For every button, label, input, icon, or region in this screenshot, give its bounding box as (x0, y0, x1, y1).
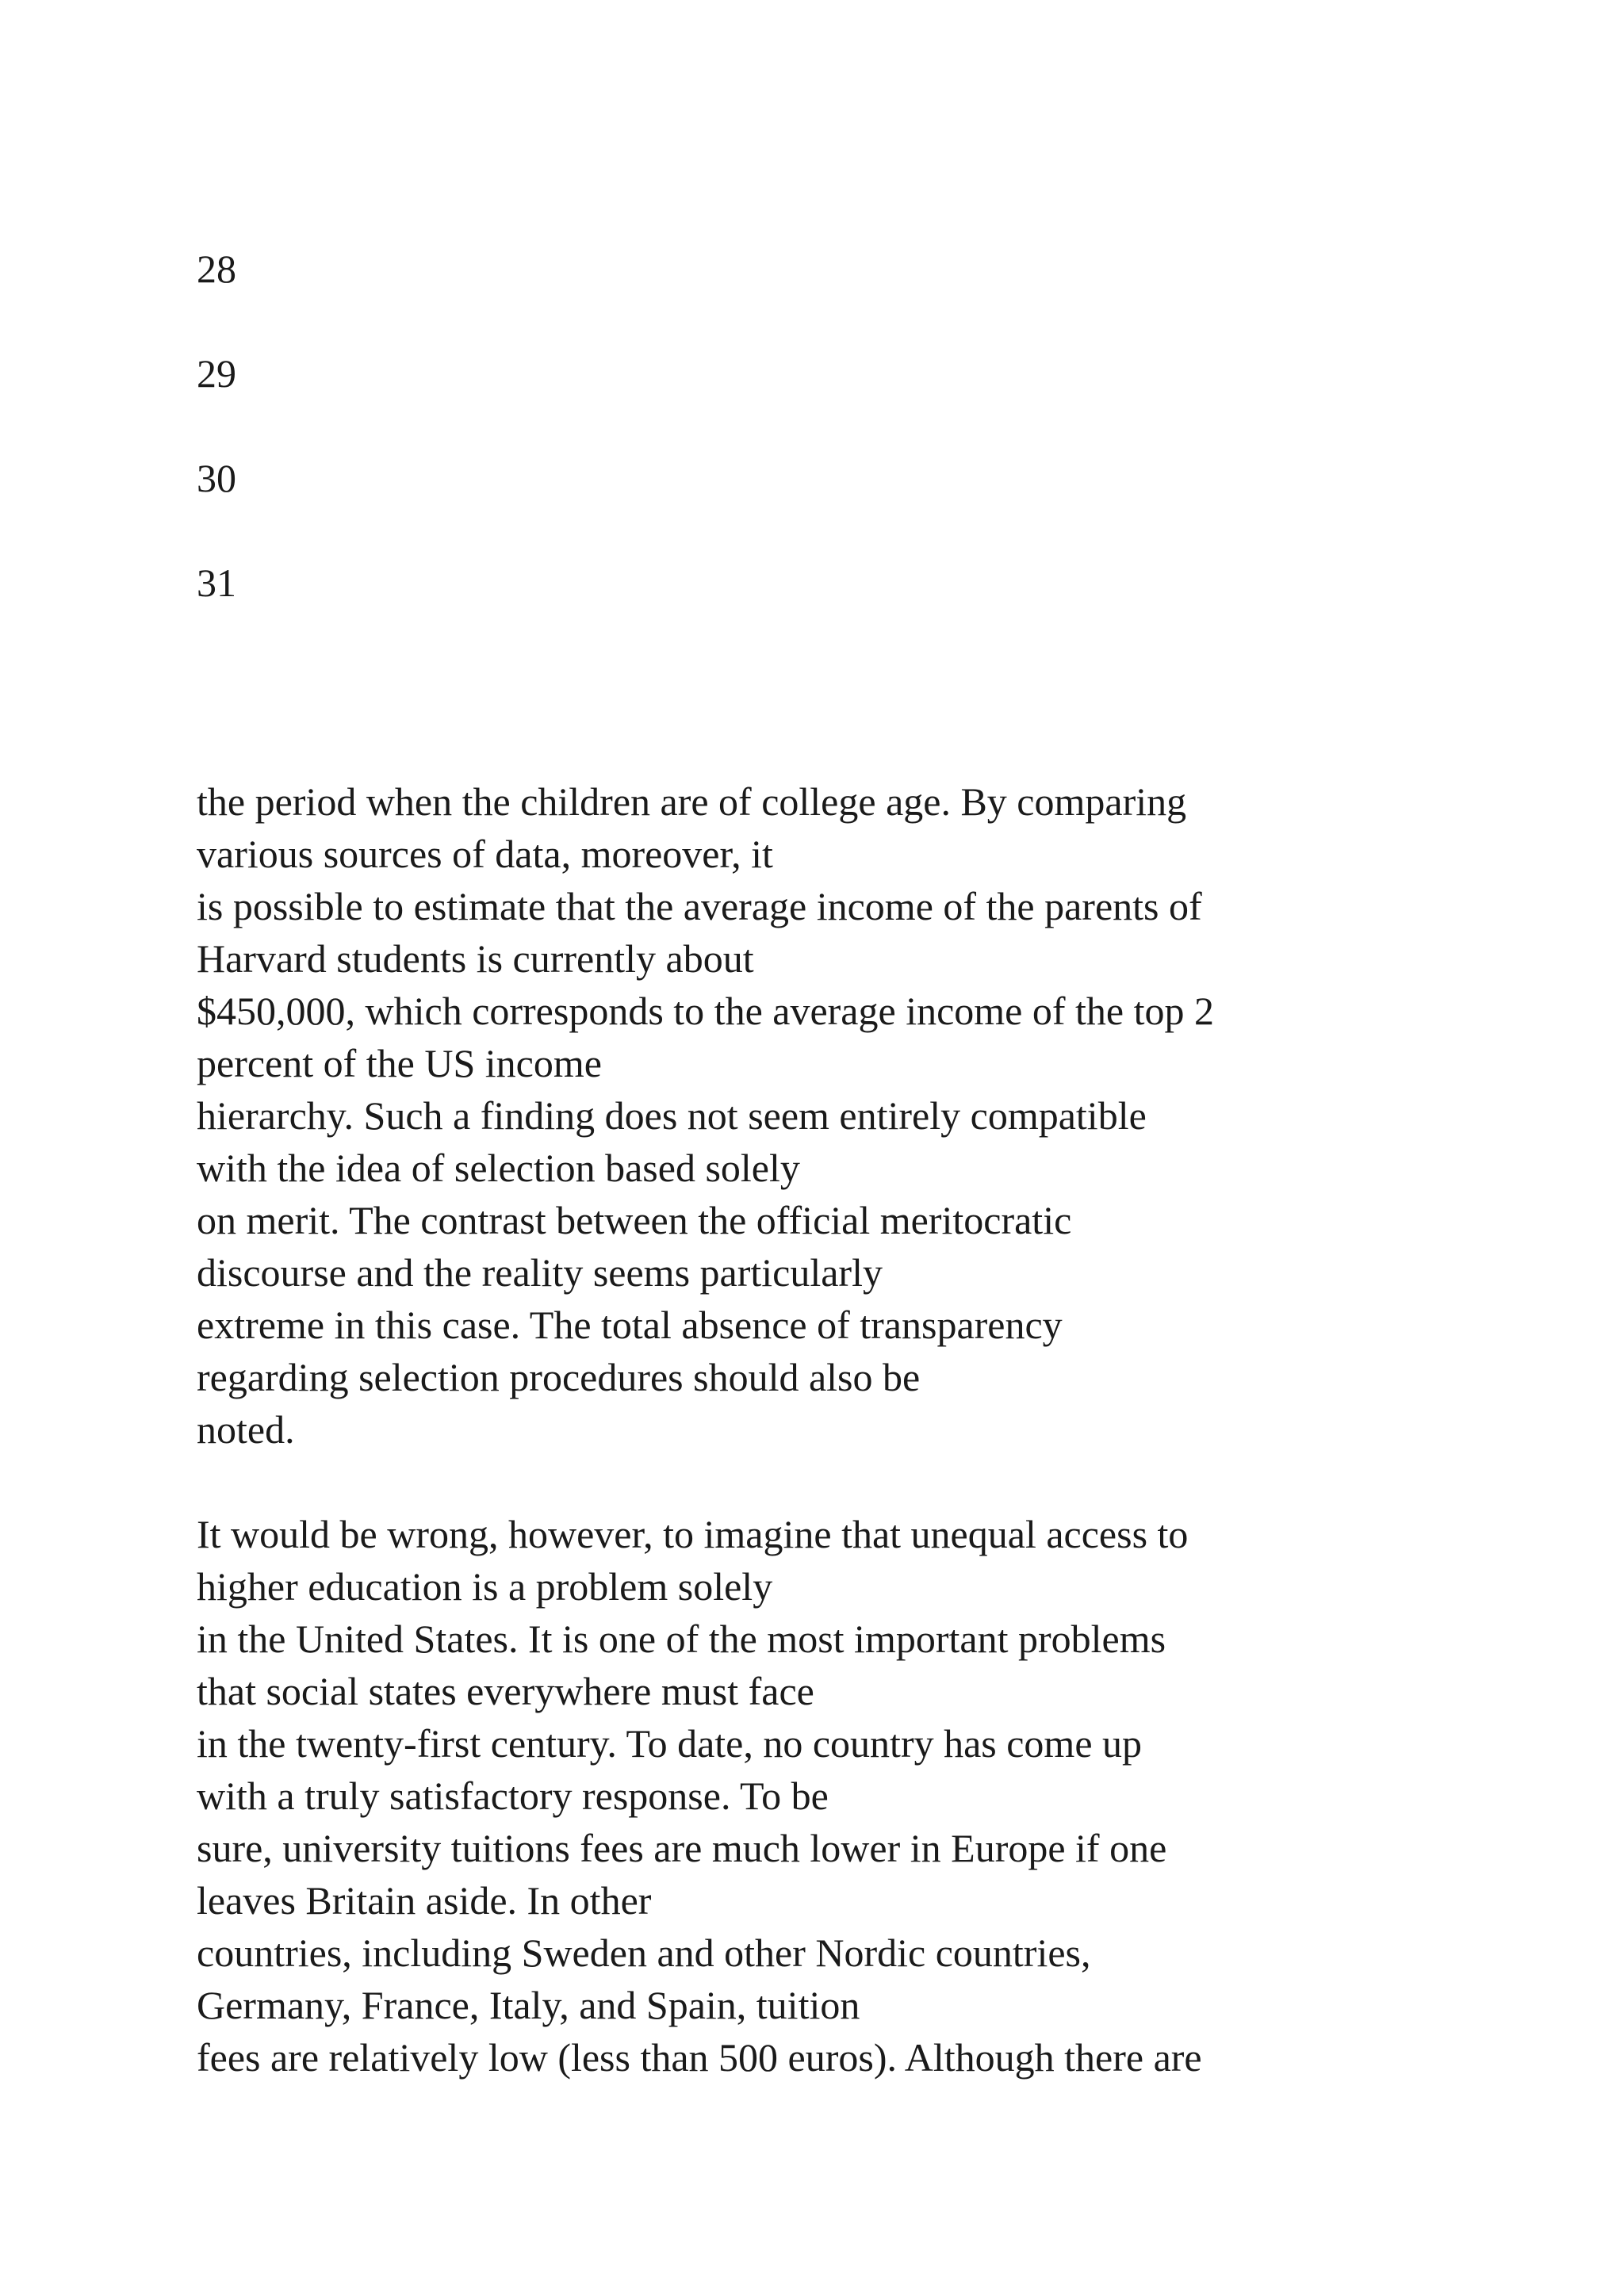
text-line: is possible to estimate that the average income of the parents of (197, 884, 1202, 928)
line-number: 28 (197, 247, 236, 291)
text-line: in the twenty-first century. To date, no country has come up (197, 1721, 1143, 1766)
text-line: Harvard students is currently about (197, 936, 754, 981)
text-line: $450,000, which corresponds to the average income of the top 2 (197, 989, 1214, 1033)
text-line: with the idea of selection based solely (197, 1146, 800, 1190)
text-line: on merit. The contrast between the official meritocratic (197, 1198, 1072, 1242)
text-line: Germany, France, Italy, and Spain, tuition (197, 1983, 860, 2027)
text-line: fees are relatively low (less than 500 euros). Although there are (197, 2035, 1202, 2080)
paragraph-spacer (197, 1456, 1608, 1508)
body-text (197, 775, 1608, 2084)
line-number: 31 (197, 561, 236, 605)
text-line: that social states everywhere must face (197, 1669, 814, 1713)
text-line: noted. (197, 1407, 295, 1452)
text-line: the period when the children are of college age. By comparing (197, 779, 1187, 824)
line-number: 30 (197, 456, 236, 500)
text-line: with a truly satisfactory response. To be (197, 1774, 829, 1818)
text-line: higher education is a problem solely (197, 1564, 773, 1609)
paragraph-1 (197, 775, 1608, 1456)
text-line: leaves Britain aside. In other (197, 1878, 652, 1923)
text-line: It would be wrong, however, to imagine that unequal access to (197, 1512, 1189, 1556)
text-line: regarding selection procedures should also be (197, 1355, 921, 1399)
line-number: 29 (197, 351, 236, 396)
text-line: countries, including Sweden and other Nordic countries, (197, 1931, 1091, 1975)
text-line: percent of the US income (197, 1041, 602, 1085)
text-line: hierarchy. Such a finding does not seem entirely compatible (197, 1093, 1147, 1138)
paragraph-2 (197, 1508, 1608, 2084)
text-line: in the United States. It is one of the most important problems (197, 1617, 1166, 1661)
text-line: various sources of data, moreover, it (197, 832, 773, 876)
line-number-list (197, 249, 236, 668)
text-line: sure, university tuitions fees are much lower in Europe if one (197, 1826, 1167, 1870)
text-line: extreme in this case. The total absence of transparency (197, 1303, 1063, 1347)
text-line: discourse and the reality seems particularly (197, 1250, 883, 1295)
